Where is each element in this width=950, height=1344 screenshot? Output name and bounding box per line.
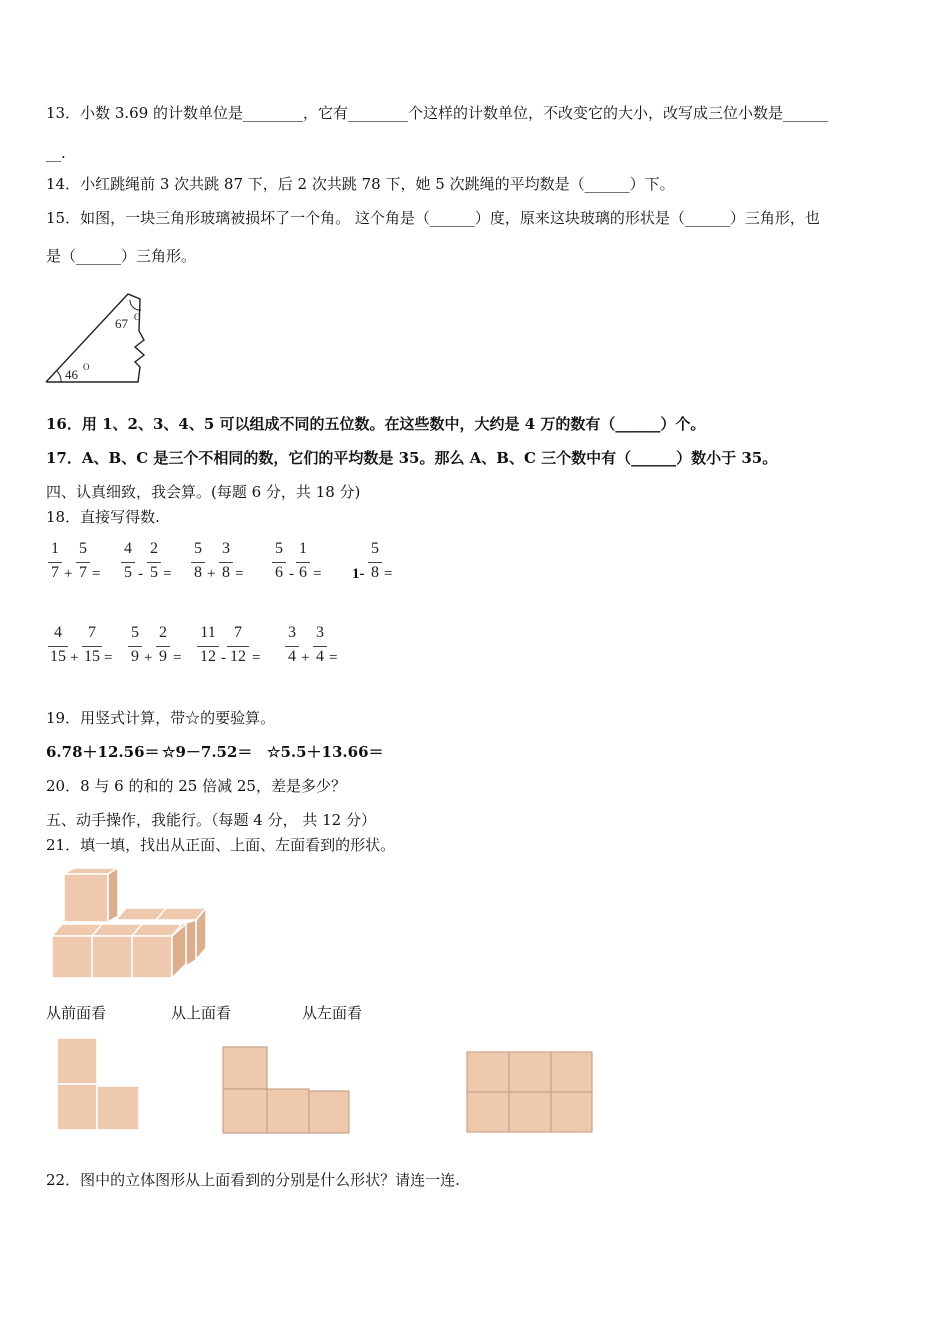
label-front-view: 从前面看 — [46, 1004, 107, 1022]
q19: 19．用竖式计算，带☆的要验算。 — [46, 709, 276, 727]
label-left-view: 从左面看 — [302, 1004, 363, 1022]
frac-den: 8 — [222, 564, 230, 581]
top-view-shape — [220, 1044, 355, 1136]
frac-num: 1 — [51, 540, 59, 557]
frac-bar — [82, 646, 102, 647]
frac-bar — [272, 562, 286, 563]
frac-den: 6 — [275, 564, 283, 581]
section-4-heading: 四、认真细致，我会算。(每题 6 分，共 18 分) — [46, 483, 361, 501]
frac-den: 12 — [200, 648, 216, 665]
q15-line1: 15．如图，一块三角形玻璃被损坏了一个角。 这个角是（______）度，原来这块玻璃的形状是（______）三角形，也 — [46, 209, 820, 227]
frac-num: 7 — [88, 624, 96, 641]
equals: = — [92, 566, 101, 582]
frac-den: 15 — [84, 648, 100, 665]
q20: 20．8 与 6 的和的 25 倍减 25，差是多少？ — [46, 777, 346, 795]
q22: 22．图中的立体图形从上面看到的分别是什么形状？请连一连. — [46, 1171, 460, 1189]
equals: = — [384, 566, 393, 582]
frac-num: 4 — [54, 624, 62, 641]
frac-bar — [48, 646, 68, 647]
front-view-shape — [54, 1036, 144, 1132]
frac-num: 3 — [316, 624, 324, 641]
frac-num: 11 — [200, 624, 216, 641]
frac-bar — [147, 562, 161, 563]
svg-text:O — [134, 312, 141, 322]
frac-bar — [296, 562, 310, 563]
frac-num: 5 — [371, 540, 379, 557]
q16: 16．用 1、2、3、4、5 可以组成不同的五位数。在这些数中，大约是 4 万的数有（______）个。 — [46, 415, 706, 433]
frac-den: 8 — [194, 564, 202, 581]
q18: 18．直接写得数. — [46, 508, 160, 526]
frac-den: 5 — [150, 564, 158, 581]
q17: 17．A、B、C 是三个不相同的数，它们的平均数是 35。那么 A、B、C 三个数中有（______）数小于 35。 — [46, 449, 778, 467]
broken-triangle-figure — [40, 285, 170, 390]
operator: + — [64, 566, 73, 582]
frac-den: 8 — [371, 564, 379, 581]
equals: = — [313, 566, 322, 582]
frac-den: 9 — [159, 648, 167, 665]
frac-num: 5 — [131, 624, 139, 641]
frac-den: 5 — [124, 564, 132, 581]
q19-item-1: 6.78＋12.56＝ — [46, 743, 160, 761]
angle-46: 46 — [65, 367, 78, 382]
degree-mark-46: O — [83, 362, 90, 372]
frac-num: 2 — [150, 540, 158, 557]
operator: - — [221, 650, 226, 666]
frac-bar — [219, 562, 233, 563]
frac-num: 4 — [124, 540, 132, 557]
svg-text:46 — [65, 367, 79, 382]
label-top-view: 从上面看 — [171, 1004, 232, 1022]
frac-bar — [48, 562, 62, 563]
frac-bar — [368, 562, 382, 563]
operator: - — [138, 566, 143, 582]
frac-num: 5 — [275, 540, 283, 557]
equals: = — [329, 650, 338, 666]
frac-bar — [156, 646, 170, 647]
frac-bar — [313, 646, 327, 647]
angle-67: 67 — [115, 316, 128, 331]
frac-num: 1 — [299, 540, 307, 557]
q13-line1: 13．小数 3.69 的计数单位是________，它有________个这样的计数单位，不改变它的大小，改写成三位小数是______ — [46, 104, 829, 122]
frac-num: 2 — [159, 624, 167, 641]
degree-mark-67: O — [134, 312, 141, 322]
frac-num: 5 — [79, 540, 87, 557]
frac-bar — [128, 646, 142, 647]
svg-text:O — [83, 362, 90, 372]
equals: = — [235, 566, 244, 582]
frac-den: 12 — [230, 648, 246, 665]
frac-den: 4 — [288, 648, 296, 665]
frac-num: 5 — [194, 540, 202, 557]
frac-bar — [197, 646, 219, 647]
whole-one-minus: 1- — [352, 566, 365, 582]
frac-bar — [191, 562, 205, 563]
section-5-heading: 五、动手操作，我能行。（每题 4 分， 共 12 分） — [46, 811, 376, 829]
equals: = — [163, 566, 172, 582]
frac-den: 9 — [131, 648, 139, 665]
frac-bar — [121, 562, 135, 563]
q19-item-2: ☆9－7.52＝ — [162, 743, 253, 761]
q14: 14．小红跳绳前 3 次共跳 87 下，后 2 次共跳 78 下，她 5 次跳绳的平均数是（______）下。 — [46, 175, 675, 193]
frac-bar — [76, 562, 90, 563]
equals: = — [252, 650, 261, 666]
q13-line2: __. — [46, 144, 66, 162]
equals: = — [173, 650, 182, 666]
frac-num: 3 — [288, 624, 296, 641]
frac-num: 3 — [222, 540, 230, 557]
operator: + — [144, 650, 153, 666]
operator: + — [301, 650, 310, 666]
q21: 21．填一填，找出从正面、上面、左面看到的形状。 — [46, 836, 396, 854]
operator: - — [289, 566, 294, 582]
left-view-shape — [464, 1049, 596, 1135]
frac-den: 4 — [316, 648, 324, 665]
frac-den: 6 — [299, 564, 307, 581]
equals: = — [104, 650, 113, 666]
operator: + — [70, 650, 79, 666]
q19-item-3: ☆5.5＋13.66＝ — [267, 743, 384, 761]
frac-num: 7 — [234, 624, 242, 641]
frac-bar — [285, 646, 299, 647]
frac-bar — [227, 646, 249, 647]
q15-line2: 是（______）三角形。 — [46, 247, 197, 265]
svg-text:67 — [115, 316, 129, 331]
frac-den: 15 — [50, 648, 66, 665]
operator: + — [207, 566, 216, 582]
frac-den: 7 — [79, 564, 87, 581]
frac-den: 7 — [51, 564, 59, 581]
cube-stack-figure — [46, 868, 206, 980]
